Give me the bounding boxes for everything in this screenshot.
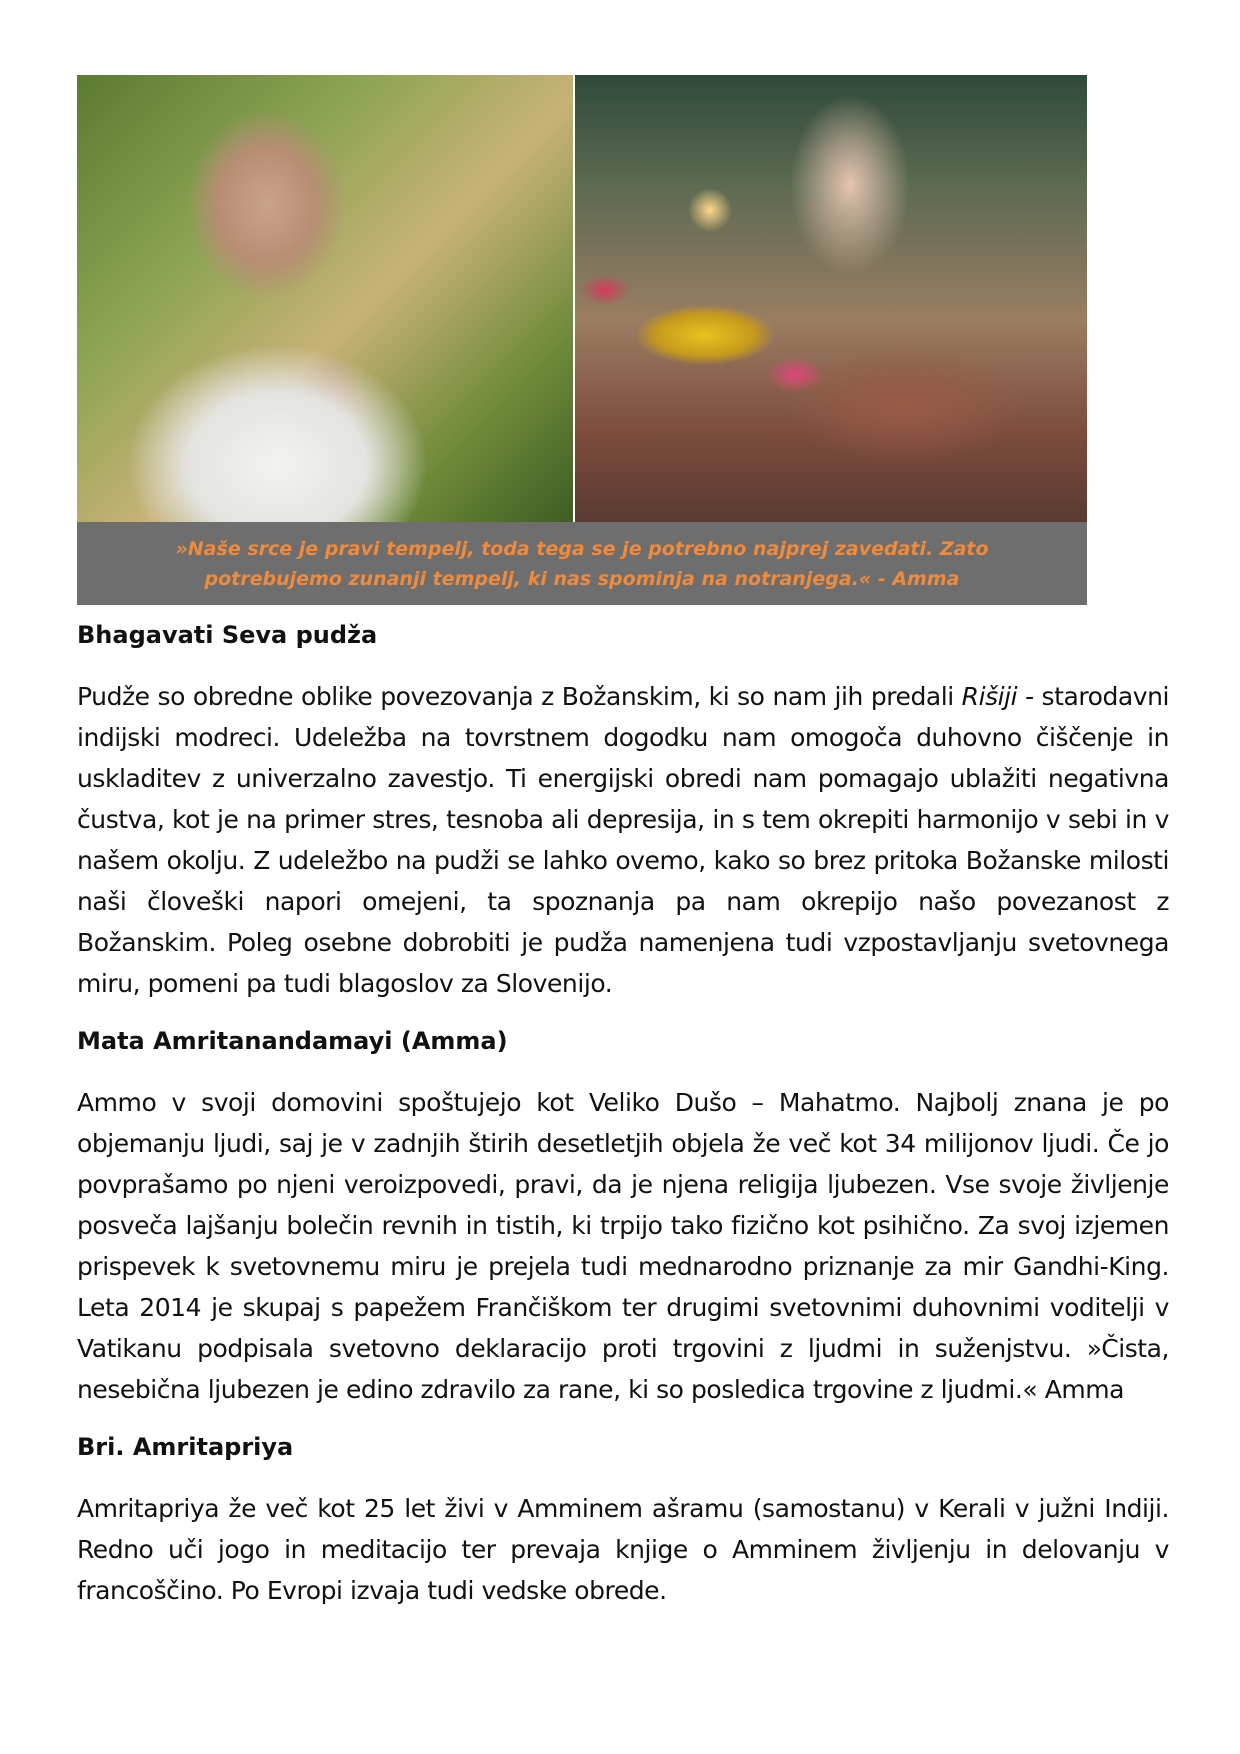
quote-caption <box>77 522 1087 605</box>
photo-row <box>77 75 1087 522</box>
section-body-puja <box>77 676 1169 1004</box>
quote-text: »Naše srce je pravi tempelj, toda tega se je potrebno najprej zavedati. Zato potrebujemo zunanji tempelj, ki nas spominja na notranjega.« - Amma <box>175 537 989 590</box>
section-body-amma: Ammo v svoji domovini spoštujejo kot Veliko Dušo – Mahatmo. Najbolj znana je po objemanju ljudi, saj je v zadnjih štirih desetletjih objela že več kot 34 milijonov ljudi. Če jo povprašamo po njeni veroizpovedi, pravi, da je njena religija ljubezen. Vse svoje življenje posveča lajšanju bolečin revnih in tistih, ki trpijo tako fizično kot psihično. Za svoj izjemen prispevek k svetovnemu miru je prejela tudi mednarodno priznanje za mir Gandhi-King. Leta 2014 je skupaj s papežem Frančiškom ter drugimi svetovnimi duhovnimi voditelji v Vatikanu podpisala svetovno deklaracijo proti trgovini z ljudmi in suženjstvu. »Čista, nesebična ljubezen je edino zdravilo za rane, ki so posledica trgovine z ljudmi.« Amma <box>77 1088 1169 1404</box>
woman-praying-photo <box>77 75 575 522</box>
body-text: - starodavni indijski modreci. Udeležba na tovrstnem dogodku nam omogoča duhovno čiščenje in uskladitev z univerzalno zavestjo. Ti energijski obredi nam pomagajo ublažiti negativna čustva, kot je na primer stres, tesnoba ali depresija, in s tem okrepiti harmonijo v sebi in v našem okolju. Z udeležbo na pudži se lahko ovemo, kako so brez pritoka Božanske milosti naši človeški napori omejeni, ta spoznanja pa nam okrepijo našo povezanost z Božanskim. Poleg osebne dobrobiti je pudža namenjena tudi vzpostavljanju svetovnega miru, pomeni pa tudi blagoslov za Slovenijo. <box>77 682 1170 998</box>
section-body-amritapriya: Amritapriya že več kot 25 let živi v Amminem ašramu (samostanu) v Kerali v južni Indiji. Redno uči jogo in meditacijo ter prevaja knjige o Amminem življenju in delovanju v francoščino. Po Evropi izvaja tudi vedske obrede. <box>77 1494 1169 1605</box>
section-title-puja: Bhagavati Seva pudža <box>77 621 378 649</box>
article-content <box>77 618 1169 1631</box>
section-title-amritapriya: Bri. Amritapriya <box>77 1433 294 1461</box>
body-italic-term: Rišiji <box>961 682 1018 711</box>
section-title-amma: Mata Amritanandamayi (Amma) <box>77 1027 508 1055</box>
header-banner <box>77 75 1087 605</box>
body-text: Pudže so obredne oblike povezovanja z Božanskim, ki so nam jih predali <box>77 682 962 711</box>
puja-offering-photo <box>575 75 1087 522</box>
